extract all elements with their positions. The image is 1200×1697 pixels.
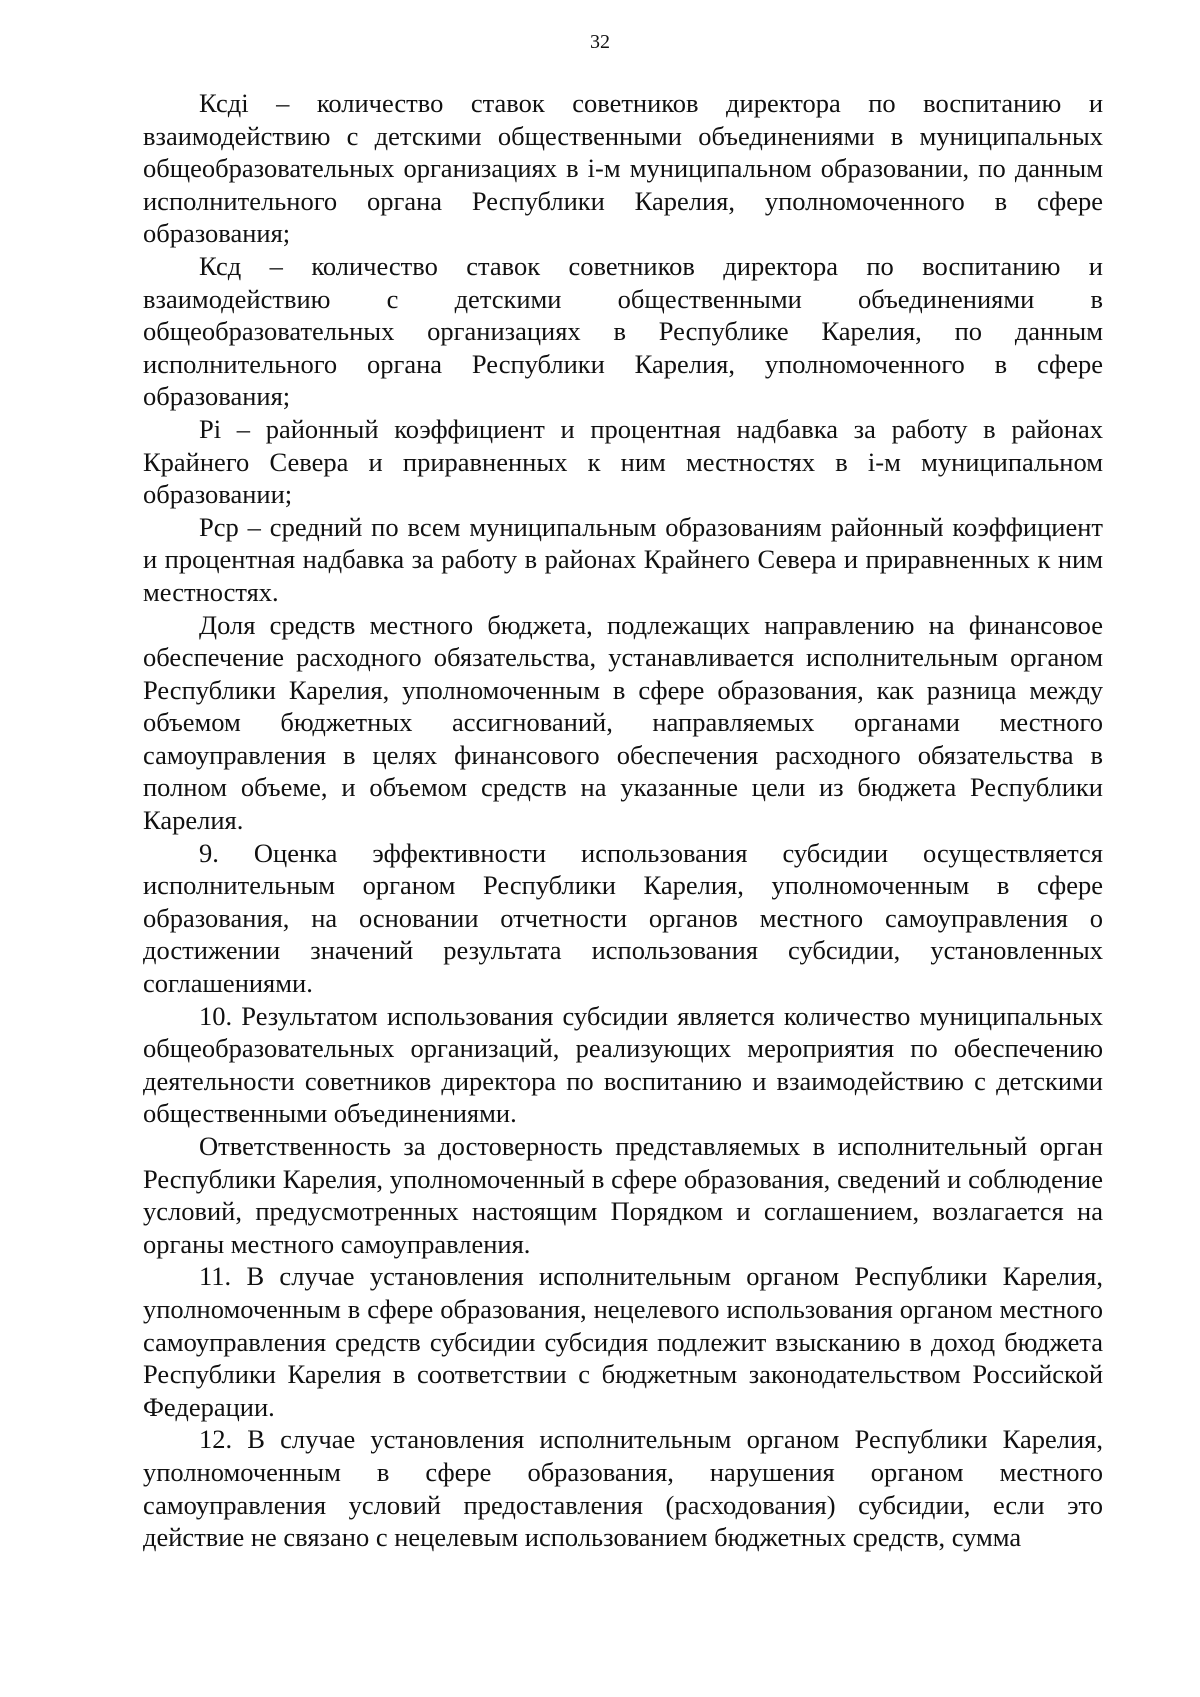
document-body	[143, 87, 1103, 1554]
paragraph-item-10: 10. Результатом использования субсидии является количество муниципальных общеобразовательных организаций, реализующих мероприятия по обеспечению деятельности советников директора по воспитанию и взаимодействию с детскими общественными объединениями.	[143, 1000, 1103, 1129]
paragraph-item-9: 9. Оценка эффективности использования субсидии осуществляется исполнительным органом Республики Карелия, уполномоченным в сфере образования, на основании отчетности органов местного самоуправления о достижении значений результата использования субсидии, установленных соглашениями.	[143, 837, 1103, 999]
paragraph-rsr-definition: Рср – средний по всем муниципальным образованиям районный коэффициент и процентная надбавка за работу в районах Крайнего Севера и приравненных к ним местностях.	[143, 511, 1103, 607]
paragraph-responsibility: Ответственность за достоверность представляемых в исполнительный орган Республики Карелия, уполномоченный в сфере образования, сведений и соблюдение условий, предусмотренных настоящим Порядком и соглашением, возлагается на органы местного самоуправления.	[143, 1131, 1103, 1259]
page-number: 32	[590, 31, 610, 53]
paragraph-ksd-definition: Ксд – количество ставок советников директора по воспитанию и взаимодействию с детскими общественными объединениями в общеобразовательных организациях в Республике Карелия, по данным исполнительного органа Республики Карелия, уполномоченного в сфере образования;	[143, 250, 1103, 412]
paragraph-item-11: 11. В случае установления исполнительным органом Республики Карелия, уполномоченным в сфере образования, нецелевого использования органом местного самоуправления средств субсидии субсидия подлежит взысканию в доход бюджета Республики Карелия в соответствии с бюджетным законодательством Российской Федерации.	[143, 1261, 1103, 1422]
paragraph-item-12: 12. В случае установления исполнительным органом Республики Карелия, уполномоченным в сфере образования, нарушения органом местного самоуправления условий предоставления (расходования) субсидии, если это действие не связано с нецелевым использованием бюджетных средств, сумма	[143, 1424, 1103, 1553]
paragraph-local-budget-share: Доля средств местного бюджета, подлежащих направлению на финансовое обеспечение расходного обязательства, устанавливается исполнительным органом Республики Карелия, уполномоченным в сфере образования, как разница между объемом бюджетных ассигнований, направляемых органами местного самоуправления в целях финансового обеспечения расходного обязательства в полном объеме, и объемом средств на указанные цели из бюджета Республики Карелия.	[143, 609, 1103, 836]
paragraph-ksdi-definition: Ксдi – количество ставок советников директора по воспитанию и взаимодействию с детскими общественными объединениями в муниципальных общеобразовательных организациях в i-м муниципальном образовании, по данным исполнительного органа Республики Карелия, уполномоченного в сфере образования;	[143, 88, 1103, 249]
paragraph-ri-definition: Рi – районный коэффициент и процентная надбавка за работу в районах Крайнего Севера и приравненных к ним местностях в i-м муниципальном образовании;	[143, 413, 1103, 510]
